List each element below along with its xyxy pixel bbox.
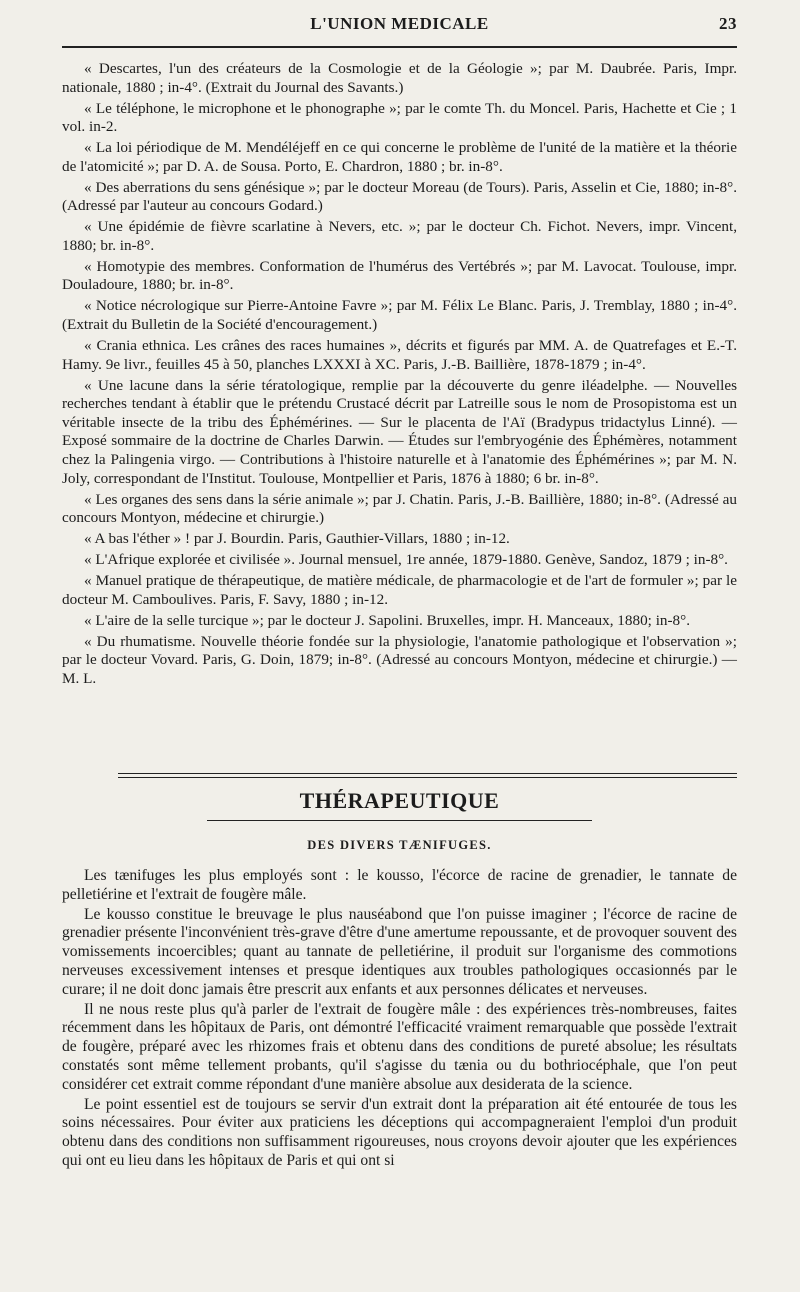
bibliography-entry: « Le téléphone, le microphone et le phonographe »; par le comte Th. du Moncel. Paris, Hachette et Cie ; 1 vol. in-2. xyxy=(62,99,737,136)
bibliography-entry: « Les organes des sens dans la série animale »; par J. Chatin. Paris, J.-B. Baillière, 1880; in-8°. (Adressé au concours Montyon, médecine et chirurgie.) xyxy=(62,490,737,527)
bibliography-entry: « Notice nécrologique sur Pierre-Antoine Favre »; par M. Félix Le Blanc. Paris, J. Tremblay, 1880 ; in-4°. (Extrait du Bulletin de la Société d'encouragement.) xyxy=(62,297,737,334)
body-paragraph: Les tænifuges les plus employés sont : le kousso, l'écorce de racine de grenadier, le tannate de pelletiérine et l'extrait de fougère mâle. xyxy=(62,867,737,903)
running-head xyxy=(62,14,737,40)
section-title: THÉRAPEUTIQUE xyxy=(299,788,500,813)
section-rule-top xyxy=(118,773,737,774)
bibliography-entry: « Des aberrations du sens génésique »; par le docteur Moreau (de Tours). Paris, Asselin et Cie, 1880; in-8°. (Adressé par l'auteur au concours Godard.) xyxy=(62,178,737,215)
bibliography-entry: « Homotypie des membres. Conformation de l'humérus des Vertébrés »; par M. Lavocat. Toulouse, impr. Douladoure, 1880; br. in-8°. xyxy=(62,257,737,294)
section-title-underline xyxy=(207,820,592,821)
bibliography-entry: « Une lacune dans la série tératologique, remplie par la découverte du genre iléadelphe. — Nouvelles recherches tendant à établir que le prétendu Crustacé décrit par Latreille sous le nom de Prosopistoma est un véritable insecte de la tribu des Éphémérines. — Sur le placenta de l'Aï (Bradypus tridactylus Linné). — Exposé sommaire de la doctrine de Charles Darwin. — Études sur l'embryogénie des Éphémères, notamment chez la Palingenia virgo. — Contributions à l'histoire naturelle et à l'anatomie des Éphémérines »; par M. N. Joly, correspondant de l'Institut. Toulouse, Montpellier et Paris, 1876 à 1880; 6 br. in-8°. xyxy=(62,376,737,487)
header-rule xyxy=(62,46,737,48)
body-paragraph: Il ne nous reste plus qu'à parler de l'extrait de fougère mâle : des expériences très-nombreuses, faites récemment dans les hôpitaux de Paris, ont démontré l'efficacité vraiment remarquable que possède l'extrait de fougère, préparé avec les rhizomes frais et obtenu dans des conditions de pureté absolue; les résultats constatés sont même tellement probants, qu'il s'agisse du tænia ou du bothriocéphale, que l'on peut considérer cet extrait comme répondant d'une manière absolue aux desiderata de la science. xyxy=(62,1000,737,1093)
bibliography-entry: « La loi périodique de M. Mendéléjeff en ce qui concerne le problème de l'unité de la matière et la théorie de l'atomicité »; par D. A. de Sousa. Porto, E. Chardron, 1880 ; br. in-8°. xyxy=(62,139,737,175)
bibliography-entry: « Une épidémie de fièvre scarlatine à Nevers, etc. »; par le docteur Ch. Fichot. Nevers, impr. Vincent, 1880; br. in-8°. xyxy=(62,218,737,254)
bibliography-entry: « A bas l'éther » ! par J. Bourdin. Paris, Gauthier-Villars, 1880 ; in-12. xyxy=(84,530,510,548)
article-body xyxy=(62,867,737,1172)
bibliography-list xyxy=(62,60,737,691)
bibliography-entry: « L'aire de la selle turcique »; par le docteur J. Sapolini. Bruxelles, impr. H. Manceaux, 1880; in-8°. xyxy=(84,611,691,629)
bibliography-entry: « Manuel pratique de thérapeutique, de matière médicale, de pharmacologie et de l'art de formuler »; par le docteur M. Camboulives. Paris, F. Savy, 1880 ; in-12. xyxy=(62,572,737,608)
bibliography-entry: « L'Afrique explorée et civilisée ». Journal mensuel, 1re année, 1879-1880. Genève, Sandoz, 1879 ; in-8°. xyxy=(84,551,728,569)
body-paragraph: Le kousso constitue le breuvage le plus nauséabond que l'on puisse imaginer ; l'écorce de racine de grenadier présente l'inconvénient très-grave d'être d'une amertume repoussante, et de provoquer souvent des vomissements incoercibles; quant au tannate de pelletiérine, il produit sur l'organisme des commotions nerveuses excessivement intenses et presque identiques aux troubles pathologiques occasionnés par le curare; il ne doit donc jamais être prescrit aux enfants et aux personnes délicates et nerveuses. xyxy=(62,905,737,998)
running-title: L'UNION MEDICALE xyxy=(310,14,489,33)
body-paragraph: Le point essentiel est de toujours se servir d'un extrait dont la préparation ait été entourée de tous les soins nécessaires. Pour éviter aux praticiens les déceptions qui accompagneraient l'emploi d'un produit obtenu dans des conditions non suffisamment rigoureuses, nous croyons devoir ajouter que les expériences qui ont eu lieu dans les hôpitaux de Paris et qui ont si xyxy=(62,1095,737,1169)
section-rule-bottom xyxy=(118,777,737,778)
bibliography-entry: « Descartes, l'un des créateurs de la Cosmologie et de la Géologie »; par M. Daubrée. Paris, Impr. nationale, 1880 ; in-4°. (Extrait du Journal des Savants.) xyxy=(62,60,737,96)
bibliography-entry: « Crania ethnica. Les crânes des races humaines », décrits et figurés par MM. A. de Quatrefages et E.-T. Hamy. 9e livr., feuilles 45 à 50, planches LXXXI à XC. Paris, J.-B. Baillière, 1878-1879 ; in-4°. xyxy=(62,337,737,373)
page-number: 23 xyxy=(719,14,737,33)
bibliography-entry: « Du rhumatisme. Nouvelle théorie fondée sur la physiologie, l'anatomie pathologique et l'observation »; par le docteur Vovard. Paris, G. Doin, 1879; in-8°. (Adressé au concours Montyon, médecine et chirurgie.) — M. L. xyxy=(62,632,737,687)
section-subtitle: DES DIVERS TÆNIFUGES. xyxy=(307,838,492,852)
